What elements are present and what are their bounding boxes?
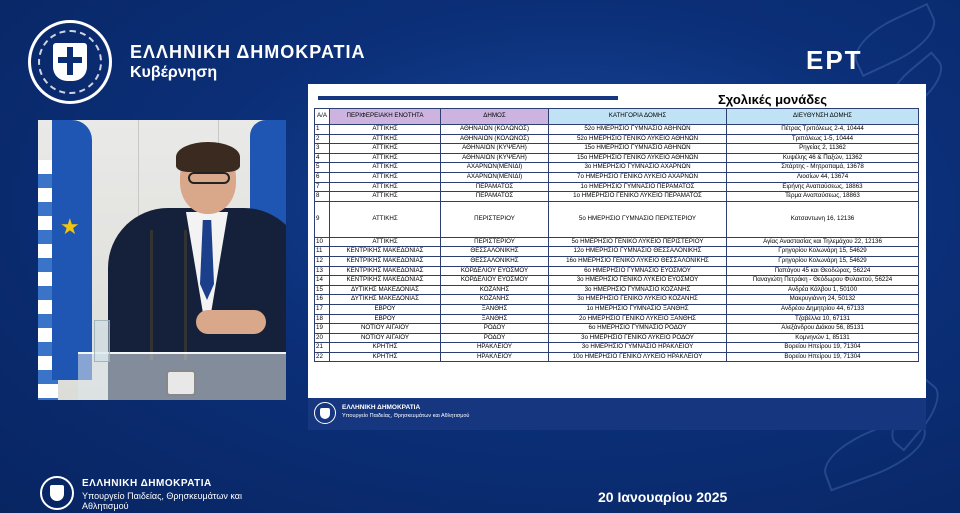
table-cell: Μακρυγιάννη 24, 50132	[727, 295, 919, 305]
table-cell: 3	[315, 144, 330, 154]
schools-table	[314, 108, 919, 362]
table-cell: Ανδρέα Κάλβου 1, 50100	[727, 285, 919, 295]
table-cell: 52ο ΗΜΕΡΗΣΙΟ ΓΥΜΝΑΣΙΟ ΑΘΗΝΩΝ	[549, 125, 727, 135]
table-cell: ΔΥΤΙΚΗΣ ΜΑΚΕΔΟΝΙΑΣ	[330, 295, 441, 305]
table-cell: 6ο ΗΜΕΡΗΣΙΟ ΓΥΜΝΑΣΙΟ ΡΟΔΟΥ	[549, 324, 727, 334]
table-cell: ΑΤΤΙΚΗΣ	[330, 237, 441, 247]
table-cell: 10ο ΗΜΕΡΗΣΙΟ ΓΕΝΙΚΟ ΛΥΚΕΙΟ ΗΡΑΚΛΕΙΟΥ	[549, 352, 727, 362]
table-row	[315, 304, 919, 314]
table-cell: 5ο ΗΜΕΡΗΣΙΟ ΓΥΜΝΑΣΙΟ ΠΕΡΙΣΤΕΡΙΟΥ	[549, 201, 727, 237]
table-header-row	[315, 109, 919, 125]
table-cell: 22	[315, 352, 330, 362]
table-cell: 17	[315, 304, 330, 314]
slide-title: Σχολικές μονάδες	[718, 92, 828, 107]
government-emblem-icon	[40, 476, 74, 510]
table-cell: ΑΤΤΙΚΗΣ	[330, 192, 441, 202]
table-cell: ΑΘΗΝΑΙΩΝ (ΚΥΨΕΛΗ)	[441, 144, 549, 154]
table-cell: 1ο ΗΜΕΡΗΣΙΟ ΓΕΝΙΚΟ ΛΥΚΕΙΟ ΠΕΡΑΜΑΤΟΣ	[549, 192, 727, 202]
table-cell: ΑΤΤΙΚΗΣ	[330, 201, 441, 237]
slide-footer-subtitle: Υπουργείο Παιδείας, Θρησκευμάτων και Αθλητισμού	[342, 413, 470, 419]
table-cell: ΝΟΤΙΟΥ ΑΙΓΑΙΟΥ	[330, 324, 441, 334]
table-cell: ΘΕΣΣΑΛΟΝΙΚΗΣ	[441, 256, 549, 266]
table-cell: ΠΕΡΙΣΤΕΡΙΟΥ	[441, 201, 549, 237]
presentation-slide	[308, 84, 926, 430]
table-row	[315, 247, 919, 257]
table-cell: ΝΟΤΙΟΥ ΑΙΓΑΙΟΥ	[330, 333, 441, 343]
table-cell: 2ο ΗΜΕΡΗΣΙΟ ΓΕΝΙΚΟ ΛΥΚΕΙΟ ΞΑΝΘΗΣ	[549, 314, 727, 324]
table-cell: Τζαβέλλα 10, 67131	[727, 314, 919, 324]
table-cell: ΑΘΗΝΑΙΩΝ (ΚΥΨΕΛΗ)	[441, 153, 549, 163]
table-cell: Παναγιώτη Πετράκη - Θεόδωρου Φυλακτού, 56224	[727, 276, 919, 286]
table-cell: ΞΑΝΘΗΣ	[441, 304, 549, 314]
table-cell: 18	[315, 314, 330, 324]
table-row	[315, 285, 919, 295]
table-row	[315, 125, 919, 135]
table-cell: 7ο ΗΜΕΡΗΣΙΟ ΓΕΝΙΚΟ ΛΥΚΕΙΟ ΑΧΑΡΝΩΝ	[549, 172, 727, 182]
table-cell: 3ο ΗΜΕΡΗΣΙΟ ΓΥΜΝΑΣΙΟ ΚΟΖΑΝΗΣ	[549, 285, 727, 295]
table-cell: 15ο ΗΜΕΡΗΣΙΟ ΓΥΜΝΑΣΙΟ ΑΘΗΝΩΝ	[549, 144, 727, 154]
table-row	[315, 201, 919, 237]
table-cell: 10	[315, 237, 330, 247]
table-cell: 1ο ΗΜΕΡΗΣΙΟ ΓΥΜΝΑΣΙΟ ΠΕΡΑΜΑΤΟΣ	[549, 182, 727, 192]
government-emblem-icon	[314, 402, 336, 424]
table-row	[315, 256, 919, 266]
table-cell: 5ο ΗΜΕΡΗΣΙΟ ΓΕΝΙΚΟ ΛΥΚΕΙΟ ΠΕΡΙΣΤΕΡΙΟΥ	[549, 237, 727, 247]
table-cell: 13	[315, 266, 330, 276]
eu-flag-icon: ★	[52, 120, 92, 380]
table-cell: ΕΒΡΟΥ	[330, 314, 441, 324]
table-cell: 5	[315, 163, 330, 173]
table-cell: 15	[315, 285, 330, 295]
table-cell: 12	[315, 256, 330, 266]
table-cell: 7	[315, 182, 330, 192]
table-cell: 3ο ΗΜΕΡΗΣΙΟ ΓΥΜΝΑΣΙΟ ΑΧΑΡΝΩΝ	[549, 163, 727, 173]
table-cell: 2	[315, 134, 330, 144]
table-cell: ΑΤΤΙΚΗΣ	[330, 172, 441, 182]
table-cell: ΡΟΔΟΥ	[441, 333, 549, 343]
table-cell: Βορείου Ηπείρου 19, 71304	[727, 352, 919, 362]
table-cell: ΑΤΤΙΚΗΣ	[330, 144, 441, 154]
government-title: ΕΛΛΗΝΙΚΗ ΔΗΜΟΚΡΑΤΙΑ	[130, 42, 366, 62]
table-row	[315, 266, 919, 276]
table-row	[315, 182, 919, 192]
table-row	[315, 295, 919, 305]
table-row	[315, 192, 919, 202]
table-cell: 14	[315, 276, 330, 286]
table-cell: ΗΡΑΚΛΕΙΟΥ	[441, 343, 549, 353]
table-row	[315, 144, 919, 154]
slide-footer	[308, 398, 926, 430]
table-cell: ΑΤΤΙΚΗΣ	[330, 163, 441, 173]
table-cell: 6	[315, 172, 330, 182]
table-cell: Λιοσίων 44, 13674	[727, 172, 919, 182]
table-cell: ΚΕΝΤΡΙΚΗΣ ΜΑΚΕΔΟΝΙΑΣ	[330, 266, 441, 276]
podium-seal-icon	[166, 370, 196, 396]
table-cell: Κυψέλης 46 & Παξών, 11362	[727, 153, 919, 163]
table-cell: Παπάγου 45 και Θεοδώρας, 56224	[727, 266, 919, 276]
table-cell: Τριπόλεως 1-5, 10444	[727, 134, 919, 144]
table-cell: 11	[315, 247, 330, 257]
table-cell: ΑΧΑΡΝΩΝ(ΜΕΝΙΔΙ)	[441, 163, 549, 173]
table-cell: ΚΟΡΔΕΛΙΟΥ ΕΥΟΣΜΟΥ	[441, 266, 549, 276]
table-cell: 12ο ΗΜΕΡΗΣΙΟ ΓΥΜΝΑΣΙΟ ΘΕΣΣΑΛΟΝΙΚΗΣ	[549, 247, 727, 257]
table-cell: ΚΟΡΔΕΛΙΟΥ ΕΥΟΣΜΟΥ	[441, 276, 549, 286]
government-emblem-icon	[28, 20, 112, 104]
table-cell: 6ο ΗΜΕΡΗΣΙΟ ΓΥΜΝΑΣΙΟ ΕΥΟΣΜΟΥ	[549, 266, 727, 276]
table-row	[315, 352, 919, 362]
table-cell: Ανδρέου Δημητρίου 44, 67133	[727, 304, 919, 314]
table-row	[315, 172, 919, 182]
table-cell: 1ο ΗΜΕΡΗΣΙΟ ΓΥΜΝΑΣΙΟ ΞΑΝΘΗΣ	[549, 304, 727, 314]
table-cell: Γρηγορίου Κολωνάρη 15, 54629	[727, 247, 919, 257]
table-cell: Κομνηνών 1, 85131	[727, 333, 919, 343]
table-row	[315, 134, 919, 144]
table-row	[315, 314, 919, 324]
table-cell: 3ο ΗΜΕΡΗΣΙΟ ΓΕΝΙΚΟ ΛΥΚΕΙΟ ΚΟΖΑΝΗΣ	[549, 295, 727, 305]
ministry-title: ΕΛΛΗΝΙΚΗ ΔΗΜΟΚΡΑΤΙΑ	[82, 478, 212, 489]
table-cell: Αλεξάνδρου Διάκου 56, 85131	[727, 324, 919, 334]
table-cell: 16	[315, 295, 330, 305]
table-cell: ΘΕΣΣΑΛΟΝΙΚΗΣ	[441, 247, 549, 257]
water-glass-icon	[94, 320, 110, 362]
table-cell: 52ο ΗΜΕΡΗΣΙΟ ΓΕΝΙΚΟ ΛΥΚΕΙΟ ΑΘΗΝΩΝ	[549, 134, 727, 144]
table-cell: Σπάρτης - Μητροπαμά, 13678	[727, 163, 919, 173]
column-header: ΔΙΕΥΘΥΝΣΗ ΔΟΜΗΣ	[727, 109, 919, 125]
table-cell: ΑΘΗΝΑΙΩΝ (ΚΟΛΩΝΟΣ)	[441, 134, 549, 144]
table-cell: Αγίας Αναστασίας και Τηλεμάχου 22, 12136	[727, 237, 919, 247]
table-cell: 4	[315, 153, 330, 163]
table-cell: 16ο ΗΜΕΡΗΣΙΟ ΓΕΝΙΚΟ ΛΥΚΕΙΟ ΘΕΣΣΑΛΟΝΙΚΗΣ	[549, 256, 727, 266]
table-row	[315, 163, 919, 173]
table-row	[315, 153, 919, 163]
ministry-name: Υπουργείο Παιδείας, Θρησκευμάτων και Αθλητισμού	[82, 491, 242, 511]
table-cell: 15ο ΗΜΕΡΗΣΙΟ ΓΕΝΙΚΟ ΛΥΚΕΙΟ ΑΘΗΝΩΝ	[549, 153, 727, 163]
column-header: Α/Α	[315, 109, 330, 125]
table-cell: 19	[315, 324, 330, 334]
table-cell: ΚΕΝΤΡΙΚΗΣ ΜΑΚΕΔΟΝΙΑΣ	[330, 276, 441, 286]
table-cell: ΗΡΑΚΛΕΙΟΥ	[441, 352, 549, 362]
table-cell: 3ο ΗΜΕΡΗΣΙΟ ΓΕΝΙΚΟ ΛΥΚΕΙΟ ΡΟΔΟΥ	[549, 333, 727, 343]
table-cell: ΚΕΝΤΡΙΚΗΣ ΜΑΚΕΔΟΝΙΑΣ	[330, 247, 441, 257]
column-header: ΠΕΡΙΦΕΡΕΙΑΚΗ ΕΝΟΤΗΤΑ	[330, 109, 441, 125]
table-cell: ΚΡΗΤΗΣ	[330, 352, 441, 362]
table-cell: Γρηγορίου Κολωνάρη 15, 54629	[727, 256, 919, 266]
table-cell: 9	[315, 201, 330, 237]
table-cell: Κατσαντωνη 16, 12136	[727, 201, 919, 237]
table-cell: ΚΟΖΑΝΗΣ	[441, 285, 549, 295]
table-cell: 3ο ΗΜΕΡΗΣΙΟ ΓΥΜΝΑΣΙΟ ΗΡΑΚΛΕΙΟΥ	[549, 343, 727, 353]
table-row	[315, 343, 919, 353]
table-cell: ΑΤΤΙΚΗΣ	[330, 134, 441, 144]
slide-footer-title: ΕΛΛΗΝΙΚΗ ΔΗΜΟΚΡΑΤΙΑ	[342, 404, 421, 411]
table-cell: ΑΤΤΙΚΗΣ	[330, 125, 441, 135]
government-subtitle: Κυβέρνηση	[130, 64, 218, 81]
table-cell: 8	[315, 192, 330, 202]
table-row	[315, 324, 919, 334]
table-cell: ΠΕΡΙΣΤΕΡΙΟΥ	[441, 237, 549, 247]
table-cell: 20	[315, 333, 330, 343]
table-cell: ΚΡΗΤΗΣ	[330, 343, 441, 353]
table-cell: Βορείου Ηπείρου 19, 71304	[727, 343, 919, 353]
table-cell: ΚΕΝΤΡΙΚΗΣ ΜΑΚΕΔΟΝΙΑΣ	[330, 256, 441, 266]
speaker-video	[38, 120, 286, 400]
broadcaster-logo: ΕΡΤ	[806, 45, 863, 75]
table-cell: 21	[315, 343, 330, 353]
broadcast-date: 20 Ιανουαρίου 2025	[598, 489, 728, 505]
table-cell: ΞΑΝΘΗΣ	[441, 314, 549, 324]
column-header: ΔΗΜΟΣ	[441, 109, 549, 125]
table-cell: ΠΕΡΑΜΑΤΟΣ	[441, 182, 549, 192]
table-cell: 1	[315, 125, 330, 135]
table-cell: ΑΤΤΙΚΗΣ	[330, 153, 441, 163]
table-cell: ΑΘΗΝΑΙΩΝ (ΚΟΛΩΝΟΣ)	[441, 125, 549, 135]
table-cell: ΑΧΑΡΝΩΝ(ΜΕΝΙΔΙ)	[441, 172, 549, 182]
table-cell: ΑΤΤΙΚΗΣ	[330, 182, 441, 192]
table-row	[315, 237, 919, 247]
table-row	[315, 333, 919, 343]
table-cell: ΚΟΖΑΝΗΣ	[441, 295, 549, 305]
column-header: ΚΑΤΗΓΟΡΙΑ ΔΟΜΗΣ	[549, 109, 727, 125]
table-cell: Ρηγείας 2, 11362	[727, 144, 919, 154]
table-cell: ΕΒΡΟΥ	[330, 304, 441, 314]
table-cell: ΠΕΡΑΜΑΤΟΣ	[441, 192, 549, 202]
table-cell: ΔΥΤΙΚΗΣ ΜΑΚΕΔΟΝΙΑΣ	[330, 285, 441, 295]
table-cell: 3ο ΗΜΕΡΗΣΙΟ ΓΕΝΙΚΟ ΛΥΚΕΙΟ ΕΥΟΣΜΟΥ	[549, 276, 727, 286]
table-cell: ΡΟΔΟΥ	[441, 324, 549, 334]
table-cell: Τέρμα Αναπαύσεως, 18863	[727, 192, 919, 202]
slide-accent-bar	[318, 96, 618, 100]
table-cell: Ειρήνης Αναπαύσεως, 18863	[727, 182, 919, 192]
table-cell: Πέτρας Τριπόλεως 2-4, 10444	[727, 125, 919, 135]
table-row	[315, 276, 919, 286]
